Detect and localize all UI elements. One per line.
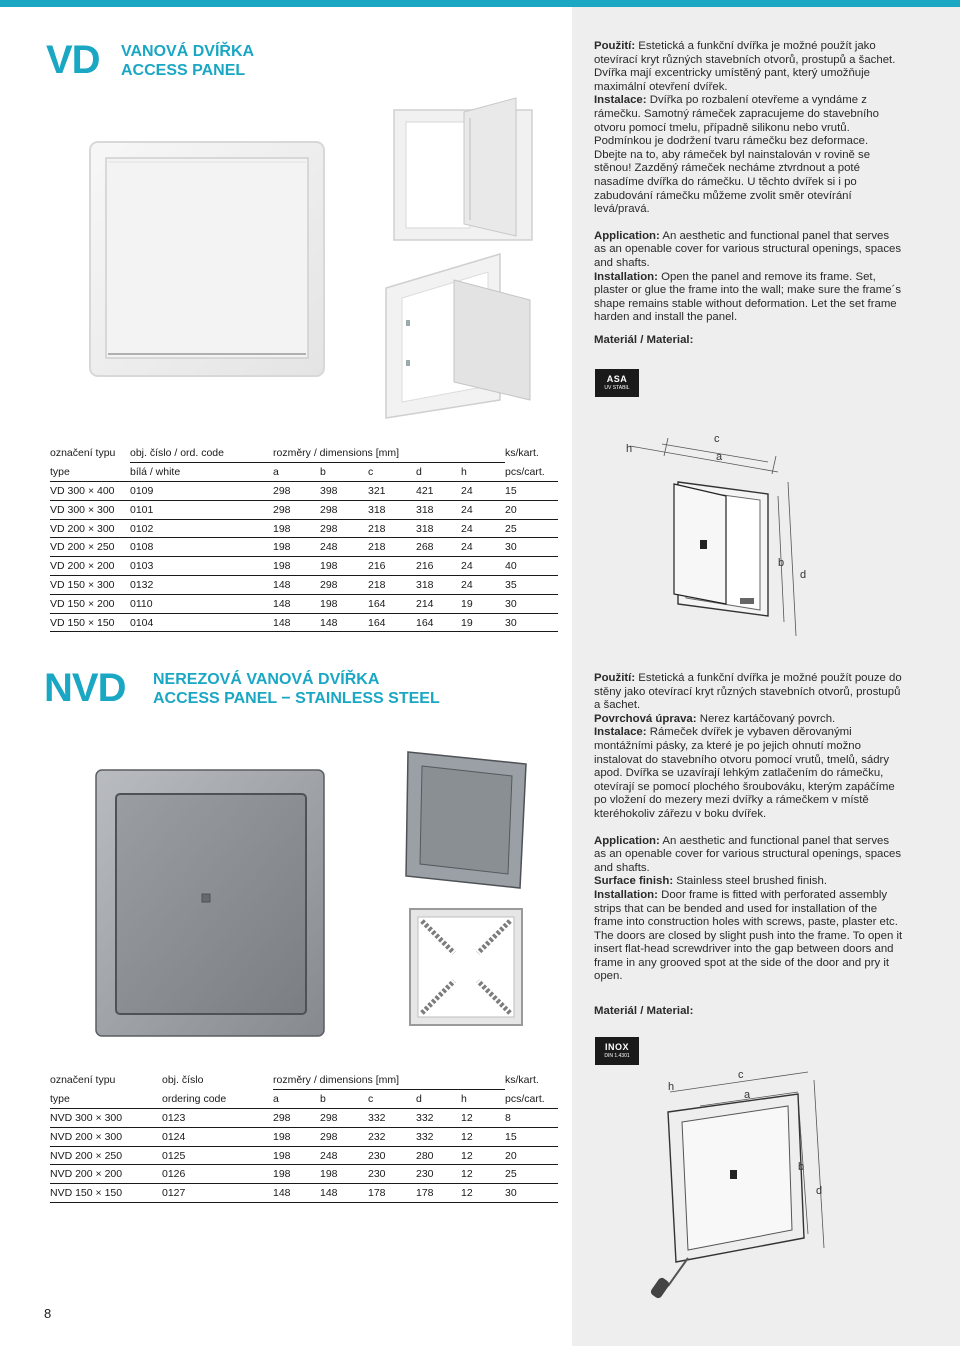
header-b: b	[320, 1090, 368, 1109]
table-cell: NVD 200 × 300	[50, 1127, 162, 1146]
use-text: Estetická a funkční dvířka je možné použít pouze do stěny jako otevírací kryt různých stavebních otvorů, prostupů a šachet.	[594, 672, 902, 712]
table-cell: 232	[368, 1127, 416, 1146]
header-c: c	[368, 1090, 416, 1109]
table-cell: 164	[368, 594, 416, 613]
installation-text: Door frame is fitted with perforated assembly strips that can be bended and used for installation of the frame into construction holes with screws, paste, plaster etc. The doors are closed by slight push into the frame. To open it insert flat-head screwdriver into the gap between doors and frame in any grooved spot at the side of the door and pry it open.	[594, 888, 903, 983]
table-cell: 298	[320, 1109, 368, 1128]
screwdriver-icon	[649, 1258, 688, 1300]
dim-label-c: c	[738, 1069, 744, 1081]
table-cell: 230	[416, 1165, 461, 1184]
table-cell: 30	[505, 594, 558, 613]
label-installation: Installation:	[594, 888, 658, 901]
table-cell: 24	[461, 576, 505, 595]
installation-text: Open the panel and remove its frame. Set, plaster or glue the frame into the wall; make sure the frame´s shape remains stable without deformation. Let the set frame harden and install the panel.	[594, 270, 902, 324]
table-cell: 230	[368, 1146, 416, 1165]
dim-label-h: h	[668, 1081, 675, 1093]
table-cell: 216	[368, 557, 416, 576]
badge-line-2: UV STABIL	[604, 385, 630, 391]
table-cell: 0109	[130, 482, 273, 501]
table-cell: 24	[461, 538, 505, 557]
nvd-description	[594, 672, 904, 984]
table-cell: 332	[416, 1127, 461, 1146]
table-row	[50, 1146, 558, 1165]
label-application: Application:	[594, 229, 660, 242]
header-code-2: ordering code	[162, 1090, 273, 1109]
vd-spec-table	[50, 444, 558, 632]
table-cell: 298	[320, 500, 368, 519]
table-cell: 24	[461, 482, 505, 501]
table-cell: 268	[416, 538, 461, 557]
table-cell: 0108	[130, 538, 273, 557]
table-cell: 8	[505, 1109, 558, 1128]
label-application: Application:	[594, 834, 660, 847]
table-cell: VD 200 × 300	[50, 519, 130, 538]
product-code-nvd: NVD	[44, 666, 126, 710]
dim-label-d: d	[800, 569, 807, 581]
table-cell: 0102	[130, 519, 273, 538]
table-cell: 30	[505, 613, 558, 632]
badge-line-1: ASA	[606, 374, 628, 384]
table-row	[50, 613, 558, 632]
table-cell: 318	[416, 500, 461, 519]
table-cell: 298	[273, 1109, 320, 1128]
dim-label-d: d	[816, 1185, 823, 1197]
table-cell: 218	[368, 538, 416, 557]
table-cell: 298	[320, 519, 368, 538]
table-cell: 0124	[162, 1127, 273, 1146]
dim-label-c: c	[714, 433, 720, 445]
table-cell: VD 300 × 300	[50, 500, 130, 519]
table-cell: 216	[416, 557, 461, 576]
header-pcs-1: ks/kart.	[505, 1074, 539, 1087]
table-row	[50, 594, 558, 613]
table-cell: 12	[461, 1146, 505, 1165]
table-row	[50, 519, 558, 538]
table-cell: 198	[273, 538, 320, 557]
material-label: Materiál / Material:	[594, 334, 694, 346]
label-use: Použití:	[594, 40, 636, 52]
table-cell: 40	[505, 557, 558, 576]
table-cell: 15	[505, 1127, 558, 1146]
product-code-vd: VD	[46, 38, 100, 82]
table-cell: 218	[368, 576, 416, 595]
table-row	[50, 557, 558, 576]
table-cell: 398	[320, 482, 368, 501]
dim-label-b: b	[798, 1161, 805, 1173]
table-cell: VD 150 × 200	[50, 594, 130, 613]
header-code-1: obj. číslo	[162, 1074, 204, 1087]
top-accent-bar	[0, 0, 960, 7]
header-d: d	[416, 1090, 461, 1109]
table-cell: 35	[505, 576, 558, 595]
nvd-dimension-diagram	[648, 1066, 834, 1302]
table-row	[50, 1184, 558, 1203]
table-cell: 0104	[130, 613, 273, 632]
badge-line-2: DIN 1.4301	[604, 1053, 630, 1059]
asa-material-badge	[595, 369, 639, 397]
table-cell: 332	[368, 1109, 416, 1128]
header-code-2: bílá / white	[130, 463, 273, 482]
table-cell: VD 150 × 150	[50, 613, 130, 632]
header-a: a	[273, 463, 320, 482]
title-line-1: NEREZOVÁ VANOVÁ DVÍŘKA	[153, 671, 380, 688]
table-cell: 421	[416, 482, 461, 501]
dim-label-a: a	[744, 1089, 751, 1101]
table-cell: VD 150 × 300	[50, 576, 130, 595]
title-line-2: ACCESS PANEL − STAINLESS STEEL	[153, 690, 440, 707]
table-cell: 19	[461, 594, 505, 613]
header-type-2: type	[50, 1090, 162, 1109]
table-cell: 198	[273, 1127, 320, 1146]
header-type-1: označení typu	[50, 1074, 116, 1087]
surface-finish-text: Stainless steel brushed finish.	[673, 875, 827, 888]
material-label: Materiál / Material:	[594, 1005, 694, 1017]
table-cell: 218	[368, 519, 416, 538]
header-c: c	[368, 463, 416, 482]
table-cell: 0123	[162, 1109, 273, 1128]
vd-description	[594, 40, 904, 325]
table-cell: 298	[273, 482, 320, 501]
table-cell: 321	[368, 482, 416, 501]
table-row	[50, 482, 558, 501]
table-cell: 12	[461, 1127, 505, 1146]
page-number: 8	[44, 1306, 52, 1321]
table-cell: 318	[416, 519, 461, 538]
table-cell: 298	[320, 576, 368, 595]
table-cell: 178	[416, 1184, 461, 1203]
table-cell: 0125	[162, 1146, 273, 1165]
table-cell: VD 200 × 250	[50, 538, 130, 557]
table-cell: 148	[320, 1184, 368, 1203]
surface-text: Nerez kartáčovaný povrch.	[696, 712, 836, 725]
table-cell: 198	[320, 1165, 368, 1184]
inox-material-badge	[595, 1037, 639, 1065]
table-cell: 198	[273, 1165, 320, 1184]
vd-panel-photo	[88, 140, 328, 380]
table-cell: 20	[505, 1146, 558, 1165]
table-cell: 198	[273, 519, 320, 538]
table-cell: 248	[320, 1146, 368, 1165]
table-cell: 0110	[130, 594, 273, 613]
table-cell: 298	[320, 1127, 368, 1146]
dim-label-h: h	[626, 443, 633, 455]
table-cell: 15	[505, 482, 558, 501]
vd-dimension-diagram	[608, 426, 808, 648]
install-text: Rámeček dvířek je vybaven děrovanými montážními pásky, za které je po jejich ohnutí možno instalovat do stavebního otvoru pomocí vrutů, tmelů, sádry apod. Dvířka se uzavírají lehkým zatlačením do rámečku, otevírají se pomocí plochého šroubováku, kterým zapáčíme po vložení do mezery mezi dvířky a rámečkem v místě kteréhokoliv zářezu v boku dvířek.	[594, 726, 895, 820]
table-cell: 148	[320, 613, 368, 632]
nvd-frame-photo	[406, 905, 526, 1030]
product-title-vd	[121, 42, 254, 80]
table-cell: 230	[368, 1165, 416, 1184]
nvd-panel-photo	[94, 768, 326, 1040]
table-cell: NVD 150 × 150	[50, 1184, 162, 1203]
table-cell: 248	[320, 538, 368, 557]
table-cell: 30	[505, 1184, 558, 1203]
table-cell: 148	[273, 1184, 320, 1203]
header-type-1: označení typu	[50, 447, 116, 460]
title-line-2: ACCESS PANEL	[121, 62, 246, 79]
table-cell: 12	[461, 1109, 505, 1128]
table-cell: 148	[273, 613, 320, 632]
header-b: b	[320, 463, 368, 482]
header-d: d	[416, 463, 461, 482]
product-title-nvd	[153, 670, 440, 708]
header-type-2: type	[50, 463, 130, 482]
use-text: Estetická a funkční dvířka je možné použít jako otevírací kryt různých stavebních otvorů, prostupů a šachet. Dvířka mají excentricky umístěný pant, který umožňuje maximální otevření dvířek.	[594, 40, 896, 93]
header-h: h	[461, 463, 505, 482]
table-cell: 24	[461, 557, 505, 576]
table-cell: 148	[273, 594, 320, 613]
table-cell: 164	[368, 613, 416, 632]
table-cell: 19	[461, 613, 505, 632]
vd-frame-photo	[392, 96, 537, 246]
nvd-spec-table	[50, 1071, 558, 1203]
table-cell: 148	[273, 576, 320, 595]
table-cell: 0127	[162, 1184, 273, 1203]
label-surface-finish: Surface finish:	[594, 875, 674, 888]
table-row	[50, 1165, 558, 1184]
header-h: h	[461, 1090, 505, 1109]
table-cell: 25	[505, 519, 558, 538]
table-cell: 24	[461, 500, 505, 519]
table-row	[50, 1127, 558, 1146]
table-row	[50, 1109, 558, 1128]
table-cell: NVD 300 × 300	[50, 1109, 162, 1128]
table-cell: 178	[368, 1184, 416, 1203]
table-row	[50, 538, 558, 557]
table-cell: 0132	[130, 576, 273, 595]
header-pcs-2: pcs/cart.	[505, 463, 558, 482]
table-cell: 298	[273, 500, 320, 519]
table-cell: 0101	[130, 500, 273, 519]
nvd-angled-photo	[400, 744, 530, 894]
table-cell: NVD 200 × 200	[50, 1165, 162, 1184]
label-use: Použití:	[594, 672, 636, 684]
dim-label-a: a	[716, 451, 723, 463]
table-cell: VD 300 × 400	[50, 482, 130, 501]
table-cell: 214	[416, 594, 461, 613]
table-cell: 25	[505, 1165, 558, 1184]
title-line-1: VANOVÁ DVÍŘKA	[121, 43, 255, 60]
header-dimensions: rozměry / dimensions [mm]	[273, 1071, 505, 1090]
header-code-1: obj. číslo / ord. code	[130, 444, 273, 463]
table-cell: 12	[461, 1165, 505, 1184]
label-install: Instalace:	[594, 726, 647, 739]
header-pcs-2: pcs/cart.	[505, 1090, 558, 1109]
table-cell: 12	[461, 1184, 505, 1203]
header-dimensions: rozměry / dimensions [mm]	[273, 444, 505, 463]
table-cell: 198	[320, 594, 368, 613]
table-cell: 198	[320, 557, 368, 576]
table-cell: NVD 200 × 250	[50, 1146, 162, 1165]
vd-open-frame-photo	[380, 250, 540, 422]
header-a: a	[273, 1090, 320, 1109]
table-cell: VD 200 × 200	[50, 557, 130, 576]
application-text: An aesthetic and functional panel that serves as an openable cover for various structural openings, spaces and shafts.	[594, 229, 902, 269]
table-cell: 24	[461, 519, 505, 538]
table-cell: 0126	[162, 1165, 273, 1184]
table-cell: 198	[273, 1146, 320, 1165]
label-surface: Povrchová úprava:	[594, 712, 697, 725]
dim-label-b: b	[778, 557, 785, 569]
table-cell: 164	[416, 613, 461, 632]
install-text: Dvířka po rozbalení otevřeme a vyndáme z rámečku. Samotný rámeček zapracujeme do stavebního otvoru pomocí tmelu, případně silikonu nebo vrutů. Podmínkou je dodržení tvaru rámečku bez deformace. Dbejte na to, aby rámeček byl nainstalován v rovině se stěnou! Zazděný rámeček necháme ztvrdnout a poté nasadíme dvířka do rámečku. U těchto dvířek si i po zabudování rámečku můžeme zvolit směr otevírání levá/pravá.	[594, 94, 879, 216]
table-cell: 20	[505, 500, 558, 519]
table-cell: 0103	[130, 557, 273, 576]
header-pcs-1: ks/kart.	[505, 447, 539, 460]
table-cell: 332	[416, 1109, 461, 1128]
table-cell: 198	[273, 557, 320, 576]
badge-line-1: INOX	[604, 1042, 629, 1052]
label-install: Instalace:	[594, 94, 647, 107]
table-cell: 318	[416, 576, 461, 595]
table-row	[50, 500, 558, 519]
label-installation: Installation:	[594, 270, 658, 283]
table-cell: 280	[416, 1146, 461, 1165]
table-cell: 30	[505, 538, 558, 557]
table-row	[50, 576, 558, 595]
table-cell: 318	[368, 500, 416, 519]
application-text: An aesthetic and functional panel that serves as an openable cover for various structural openings, spaces and shafts.	[594, 834, 902, 874]
